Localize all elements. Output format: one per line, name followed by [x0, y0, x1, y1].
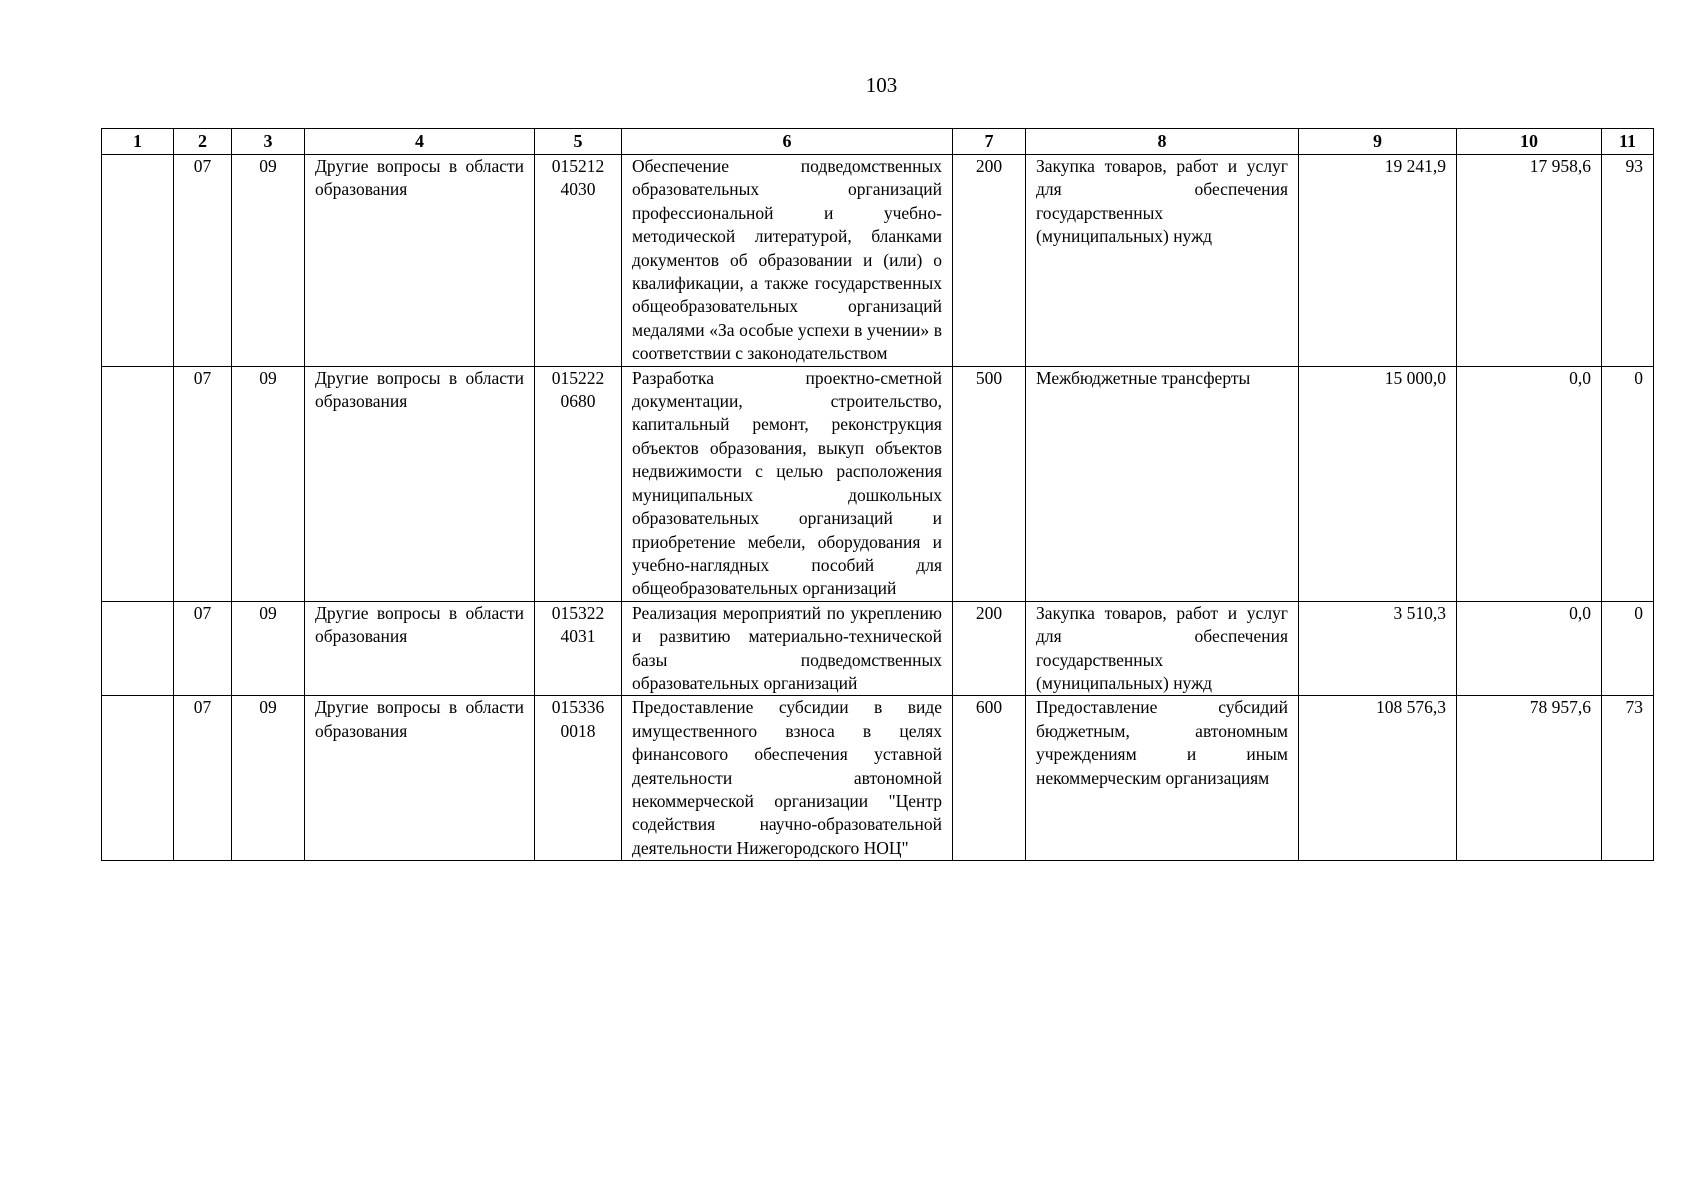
budget-table: [101, 128, 1654, 861]
cell-expense-type-code: 200: [953, 155, 1026, 367]
target-article-line-1: 015322: [551, 602, 605, 623]
cell-expense-type-code: 200: [953, 601, 1026, 696]
cell-target-article: [535, 366, 622, 601]
cell-description: Разработка проектно-сметной документации, строительство, капитальный ремонт, реконструкция объектов образования, выкуп объектов недвижимости с целью расположения муниципальных дошкольных образовательных организаций и приобретение мебели, оборудования и учебно-наглядных пособий для общеобразовательных организаций: [622, 366, 953, 601]
cell-executed-amount: 0,0: [1457, 366, 1602, 601]
target-article-line-1: 015222: [551, 367, 605, 388]
header-col-9: 9: [1299, 129, 1457, 155]
cell-planned-amount: 15 000,0: [1299, 366, 1457, 601]
cell-col-1: [102, 696, 174, 861]
cell-executed-amount: 0,0: [1457, 601, 1602, 696]
target-article-line-1: 015212: [551, 156, 605, 176]
cell-planned-amount: 3 510,3: [1299, 601, 1457, 696]
cell-subsection-code: 09: [232, 696, 305, 861]
cell-subsection-code: 09: [232, 155, 305, 367]
cell-section-code: 07: [174, 601, 232, 696]
cell-executed-amount: 78 957,6: [1457, 696, 1602, 861]
cell-description: Обеспечение подведомственных образовательных организаций профессиональной и учебно-методической литературой, бланками документов об образовании и (или) о квалификации, а также государственных общеобразовательных организаций медалями «За особые успехи в учении» в соответствии с законодательством: [622, 155, 953, 367]
cell-subsection-code: 09: [232, 366, 305, 601]
cell-section-name: Другие вопросы в области образования: [305, 696, 535, 861]
header-col-2: 2: [174, 129, 232, 155]
header-col-8: 8: [1026, 129, 1299, 155]
cell-col-1: [102, 155, 174, 367]
cell-description: Предоставление субсидии в виде имущественного взноса в целях финансового обеспечения уставной деятельности автономной некоммерческой организации "Центр содействия научно-образовательной деятельности Нижегородского НОЦ": [622, 696, 953, 861]
cell-subsection-code: 09: [232, 601, 305, 696]
cell-expense-type-name: Предоставление субсидий бюджетным, автономным учреждениям и иным некоммерческим организациям: [1026, 696, 1299, 861]
cell-target-article: [535, 696, 622, 861]
header-col-6: 6: [622, 129, 953, 155]
cell-section-code: 07: [174, 366, 232, 601]
cell-col-1: [102, 601, 174, 696]
cell-executed-amount: 17 958,6: [1457, 155, 1602, 367]
header-col-1: 1: [102, 129, 174, 155]
cell-expense-type-name: Закупка товаров, работ и услуг для обеспечения государственных (муниципальных) нужд: [1026, 155, 1299, 367]
table-row: [102, 155, 1654, 367]
target-article-line-2: 0018: [560, 720, 596, 741]
header-col-7: 7: [953, 129, 1026, 155]
cell-description: Реализация мероприятий по укреплению и развитию материально-технической базы подведомственных образовательных организаций: [622, 601, 953, 696]
cell-percent: 0: [1602, 601, 1654, 696]
page-number: 103: [865, 73, 898, 97]
cell-planned-amount: 19 241,9: [1299, 155, 1457, 367]
header-col-4: 4: [305, 129, 535, 155]
table-header-row: [102, 129, 1654, 155]
cell-col-1: [102, 366, 174, 601]
cell-percent: 93: [1602, 155, 1654, 367]
target-article-line-2: 4030: [560, 179, 596, 200]
header-col-10: 10: [1457, 129, 1602, 155]
table-row: [102, 601, 1654, 696]
cell-target-article: [535, 155, 622, 367]
cell-section-code: 07: [174, 155, 232, 367]
header-col-5: 5: [535, 129, 622, 155]
cell-expense-type-code: 600: [953, 696, 1026, 861]
table-row: [102, 366, 1654, 601]
target-article-line-1: 015336: [551, 697, 605, 718]
header-col-11: 11: [1602, 129, 1654, 155]
cell-section-name: Другие вопросы в области образования: [305, 601, 535, 696]
cell-planned-amount: 108 576,3: [1299, 696, 1457, 861]
table-row: [102, 696, 1654, 861]
cell-expense-type-name: Межбюджетные трансферты: [1026, 366, 1299, 601]
target-article-line-2: 0680: [560, 391, 596, 412]
cell-percent: 0: [1602, 366, 1654, 601]
cell-section-name: Другие вопросы в области образования: [305, 155, 535, 367]
header-col-3: 3: [232, 129, 305, 155]
cell-section-name: Другие вопросы в области образования: [305, 366, 535, 601]
cell-section-code: 07: [174, 696, 232, 861]
cell-expense-type-code: 500: [953, 366, 1026, 601]
cell-percent: 73: [1602, 696, 1654, 861]
cell-target-article: [535, 601, 622, 696]
cell-expense-type-name: Закупка товаров, работ и услуг для обеспечения государственных (муниципальных) нужд: [1026, 601, 1299, 696]
target-article-line-2: 4031: [560, 626, 596, 647]
